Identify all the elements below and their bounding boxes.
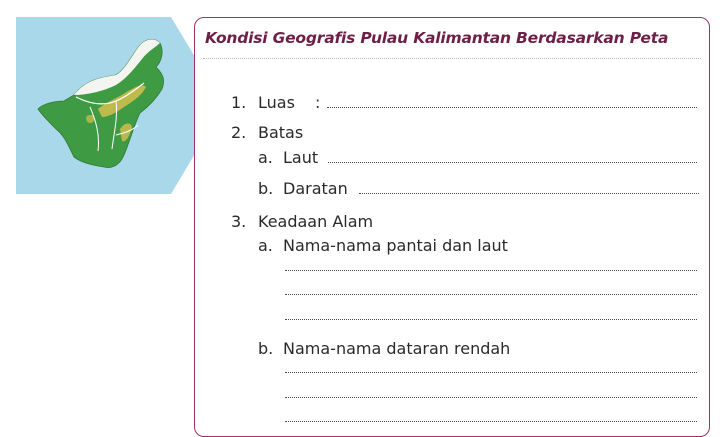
item-2-label: Batas [258, 123, 304, 142]
item-3b-label: Nama-nama dataran rendah [283, 339, 511, 358]
title-divider [203, 58, 701, 59]
item-2-number: 2. [231, 123, 247, 142]
dataran-answer-line-1[interactable] [285, 372, 697, 373]
item-1-separator: : [315, 93, 321, 112]
item-1-label: Luas [258, 93, 295, 112]
item-3a-letter: a. [258, 236, 273, 255]
dataran-answer-line-2[interactable] [285, 397, 697, 398]
luas-answer-line[interactable] [327, 107, 697, 108]
laut-answer-line[interactable] [328, 162, 697, 163]
dataran-answer-line-3[interactable] [285, 421, 697, 422]
daratan-answer-line[interactable] [359, 193, 699, 194]
item-2b-letter: b. [258, 179, 274, 198]
item-1-number: 1. [231, 93, 247, 112]
pantai-answer-line-1[interactable] [285, 270, 697, 271]
item-2b-label: Daratan [283, 179, 348, 198]
item-2a-label: Laut [283, 148, 319, 167]
pantai-answer-line-2[interactable] [285, 294, 697, 295]
pantai-answer-line-3[interactable] [285, 319, 697, 320]
item-3a-label: Nama-nama pantai dan laut [283, 236, 508, 255]
worksheet-panel [194, 17, 710, 437]
item-3-label: Keadaan Alam [258, 212, 374, 231]
item-2a-letter: a. [258, 148, 273, 167]
item-3b-letter: b. [258, 339, 274, 358]
worksheet-title: Kondisi Geografis Pulau Kalimantan Berdasarkan Peta [205, 29, 669, 47]
item-3-number: 3. [231, 212, 247, 231]
